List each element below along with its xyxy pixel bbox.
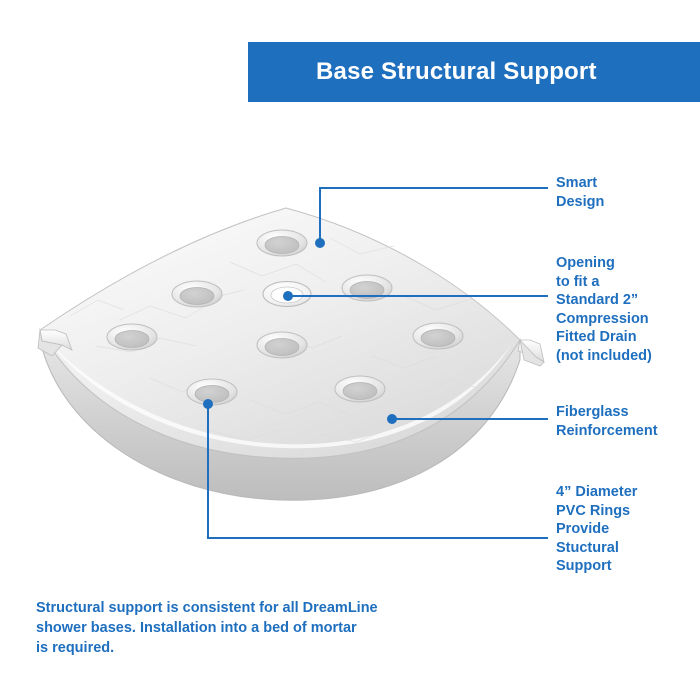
callout-drain-opening-line2: to fit a (556, 273, 600, 290)
callout-drain-opening (556, 254, 700, 365)
pvc-ring (257, 230, 307, 256)
callout-fiberglass-line1: Fiberglass (556, 404, 629, 420)
callout-pvc-rings-line4: Stuctural (556, 539, 619, 556)
callout-pvc-rings-line3: Provide (556, 521, 610, 537)
callout-pvc-rings (556, 483, 700, 576)
callout-smart-design-line1: Smart (556, 175, 598, 191)
pvc-ring (335, 376, 385, 402)
footer-note (36, 598, 496, 658)
pvc-ring (342, 275, 392, 301)
callout-drain-opening-line1: Opening (556, 255, 615, 271)
callout-pvc-rings-line2: PVC Rings (556, 502, 631, 519)
footer-note-line1: Structural support is consistent for all DreamLine (36, 600, 378, 616)
callout-pvc-rings-line1: 4” Diameter (556, 484, 638, 500)
callout-fiberglass (556, 403, 700, 440)
callout-smart-design-line2: Design (556, 193, 605, 210)
callout-drain-opening-line5: Fitted Drain (556, 329, 637, 345)
pvc-ring (257, 332, 307, 358)
footer-note-line3: is required. (36, 640, 115, 656)
callout-drain-opening-line4: Compression (556, 310, 649, 327)
pvc-ring (413, 323, 463, 349)
callout-smart-design (556, 174, 700, 211)
callout-drain-opening-line6: (not included) (556, 347, 652, 364)
callout-drain-opening-line3: Standard 2” (556, 292, 639, 308)
callout-pvc-rings-line5: Support (556, 558, 612, 574)
footer-note-line2: shower bases. Installation into a bed of mortar (36, 620, 357, 636)
callout-fiberglass-line2: Reinforcement (556, 422, 658, 439)
pvc-ring (172, 281, 222, 307)
pvc-ring (107, 324, 157, 350)
page-title: Base Structural Support (316, 58, 597, 85)
header-banner (248, 42, 700, 102)
